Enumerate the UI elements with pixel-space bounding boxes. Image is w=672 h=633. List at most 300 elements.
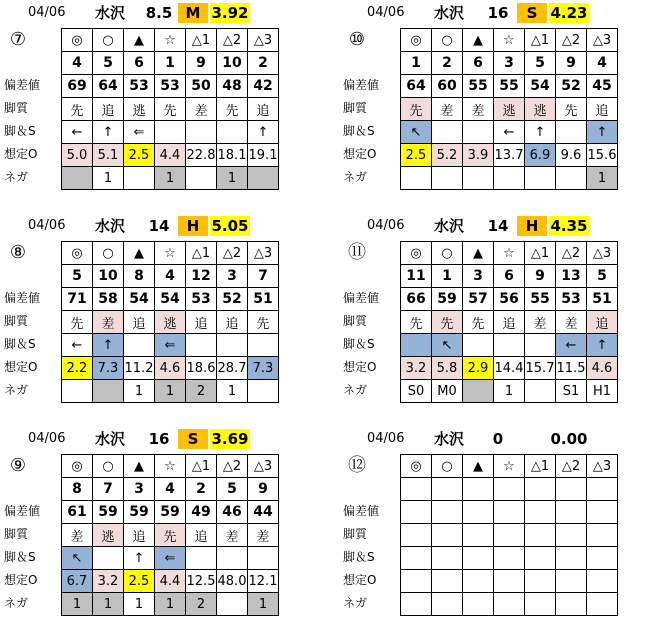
row-label: 想定O [343, 147, 377, 161]
style-cell: 差 [463, 98, 494, 121]
odds-cell [494, 570, 525, 593]
odds-cell: 14.4 [494, 357, 525, 380]
race-number: 14 [148, 217, 170, 235]
horse-number-cell: 9 [525, 265, 556, 288]
mark-cell: △1 [186, 29, 217, 52]
deviation-cell: 55 [525, 288, 556, 311]
nega-cell: S1 [556, 380, 587, 403]
mark-cell: △1 [525, 242, 556, 265]
mark-cell: ○ [93, 455, 124, 478]
deviation-cell: 45 [587, 75, 618, 98]
horse-number-cell: 5 [587, 265, 618, 288]
leg-speed-cell: ↑ [587, 334, 618, 357]
deviation-cell: 71 [62, 288, 93, 311]
deviation-cell: 51 [587, 288, 618, 311]
row-label: ネガ [343, 170, 368, 184]
horse-number-cell: 1 [432, 265, 463, 288]
horse-number-cell [587, 478, 618, 501]
grid-row [62, 75, 279, 98]
deviation-cell [401, 501, 432, 524]
grid-row [62, 29, 279, 52]
grid-row [62, 593, 279, 616]
race-grade [517, 429, 547, 449]
mark-cell: ▲ [124, 29, 155, 52]
leg-speed-cell [186, 334, 217, 357]
odds-cell: 12.1 [248, 570, 279, 593]
pick-grid [400, 454, 618, 616]
nega-cell [525, 593, 556, 616]
style-cell: 追 [587, 98, 618, 121]
leg-speed-cell [463, 334, 494, 357]
deviation-cell: 59 [124, 501, 155, 524]
grid-row [62, 524, 279, 547]
style-cell: 先 [432, 311, 463, 334]
deviation-cell: 54 [155, 288, 186, 311]
leg-speed-cell [525, 334, 556, 357]
style-cell: 逃 [93, 524, 124, 547]
odds-cell: 18.6 [186, 357, 217, 380]
odds-cell: 6.9 [525, 144, 556, 167]
deviation-cell [432, 501, 463, 524]
deviation-cell: 57 [463, 288, 494, 311]
grid-row [401, 311, 618, 334]
odds-cell [432, 570, 463, 593]
grid-row [62, 52, 279, 75]
mark-cell: ☆ [494, 455, 525, 478]
nega-cell: M0 [432, 380, 463, 403]
odds-cell: 5.1 [93, 144, 124, 167]
horse-number-cell: 9 [556, 52, 587, 75]
mark-cell: ☆ [155, 455, 186, 478]
race-score: 4.35 [550, 217, 588, 235]
horse-number-cell: 4 [62, 52, 93, 75]
horse-number-cell [525, 478, 556, 501]
style-cell: 追 [186, 311, 217, 334]
style-cell: 追 [587, 311, 618, 334]
grid-row [401, 265, 618, 288]
odds-cell: 6.7 [62, 570, 93, 593]
deviation-cell: 48 [217, 75, 248, 98]
odds-cell: 3.2 [93, 570, 124, 593]
style-cell: 先 [401, 98, 432, 121]
nega-cell [124, 167, 155, 190]
leg-speed-cell [93, 547, 124, 570]
nega-cell: 2 [186, 380, 217, 403]
leg-speed-cell: ↑ [93, 334, 124, 357]
nega-cell: H1 [587, 380, 618, 403]
nega-cell [62, 380, 93, 403]
style-cell [463, 524, 494, 547]
grid-row [62, 478, 279, 501]
nega-cell: 1 [155, 167, 186, 190]
style-cell: 追 [93, 98, 124, 121]
leg-speed-cell: ↑ [124, 547, 155, 570]
race-number: 16 [487, 4, 509, 22]
leg-speed-cell [587, 547, 618, 570]
deviation-cell: 64 [93, 75, 124, 98]
nega-cell [432, 167, 463, 190]
nega-cell: 1 [124, 593, 155, 616]
nega-cell [248, 167, 279, 190]
row-label: 偏差値 [343, 504, 380, 518]
race-grade: S [517, 3, 547, 23]
odds-cell: 4.6 [155, 357, 186, 380]
style-cell: 差 [556, 311, 587, 334]
horse-number-cell: 4 [155, 478, 186, 501]
leg-speed-cell [155, 121, 186, 144]
race-track: 水沢 [94, 4, 125, 22]
leg-speed-cell: ⇐ [124, 121, 155, 144]
mark-cell: ▲ [124, 242, 155, 265]
race-grade: M [178, 3, 208, 23]
leg-speed-cell [494, 547, 525, 570]
grid-row [401, 52, 618, 75]
grid-row [401, 29, 618, 52]
odds-cell: 19.1 [248, 144, 279, 167]
style-cell: 先 [62, 98, 93, 121]
race-header [339, 213, 672, 239]
row-label: 脚＆S [343, 124, 375, 138]
horse-number-cell: 9 [186, 52, 217, 75]
deviation-cell: 58 [93, 288, 124, 311]
deviation-cell: 53 [124, 75, 155, 98]
nega-cell [587, 593, 618, 616]
row-label: 想定O [4, 573, 38, 587]
nega-cell [525, 167, 556, 190]
grid-row [62, 311, 279, 334]
grid-row [401, 242, 618, 265]
leg-speed-cell: ↖ [62, 547, 93, 570]
mark-cell: △2 [556, 242, 587, 265]
leg-speed-cell: ↖ [432, 334, 463, 357]
grid-row [62, 242, 279, 265]
horse-number-cell: 5 [217, 478, 248, 501]
nega-cell [186, 167, 217, 190]
nega-cell: 1 [217, 167, 248, 190]
row-label: 偏差値 [4, 291, 41, 305]
race-date: 04/06 [367, 431, 405, 446]
race-circle-number: ⑩ [348, 29, 366, 50]
horse-number-cell: 3 [217, 265, 248, 288]
style-cell: 追 [248, 98, 279, 121]
race-panel [339, 213, 672, 418]
odds-cell [587, 570, 618, 593]
leg-speed-cell [248, 547, 279, 570]
style-cell: 追 [124, 524, 155, 547]
mark-cell: △3 [248, 242, 279, 265]
row-label: 脚質 [343, 314, 368, 328]
race-grade: H [178, 216, 208, 236]
race-track: 水沢 [94, 217, 125, 235]
style-cell: 逃 [525, 98, 556, 121]
pick-grid [400, 28, 618, 190]
odds-cell: 15.6 [587, 144, 618, 167]
horse-number-cell: 5 [93, 52, 124, 75]
race-number: 0 [492, 430, 504, 448]
style-cell: 差 [93, 311, 124, 334]
mark-cell: ○ [93, 29, 124, 52]
leg-speed-cell: ↑ [587, 121, 618, 144]
grid-row [401, 570, 618, 593]
leg-speed-cell: ↑ [93, 121, 124, 144]
deviation-cell: 61 [62, 501, 93, 524]
nega-cell: 1 [587, 167, 618, 190]
deviation-cell: 50 [186, 75, 217, 98]
race-track: 水沢 [433, 430, 464, 448]
leg-speed-cell [494, 334, 525, 357]
deviation-cell: 49 [186, 501, 217, 524]
grid-row [401, 98, 618, 121]
leg-speed-cell: ← [62, 334, 93, 357]
race-score: 3.92 [211, 4, 249, 22]
race-track: 水沢 [433, 4, 464, 22]
grid-row [62, 455, 279, 478]
race-panel [339, 0, 672, 205]
mark-cell: △3 [587, 29, 618, 52]
style-cell: 追 [124, 311, 155, 334]
style-cell: 差 [248, 524, 279, 547]
mark-cell: ○ [432, 242, 463, 265]
race-panel [0, 213, 333, 418]
odds-cell: 48.0 [217, 570, 248, 593]
mark-cell: ☆ [494, 242, 525, 265]
nega-cell: 1 [155, 593, 186, 616]
row-label: 脚＆S [4, 550, 36, 564]
leg-speed-cell [124, 334, 155, 357]
style-cell: 先 [155, 98, 186, 121]
nega-cell [401, 167, 432, 190]
race-number: 14 [487, 217, 509, 235]
grid-row [401, 167, 618, 190]
grid-row [401, 501, 618, 524]
nega-cell: 1 [93, 593, 124, 616]
nega-cell: 1 [124, 380, 155, 403]
grid-row [62, 288, 279, 311]
deviation-cell: 51 [248, 288, 279, 311]
nega-cell: 1 [62, 593, 93, 616]
style-cell: 追 [494, 311, 525, 334]
mark-cell: ☆ [155, 29, 186, 52]
odds-cell: 12.5 [186, 570, 217, 593]
row-label: ネガ [4, 170, 29, 184]
grid-row [62, 121, 279, 144]
grid-row [62, 570, 279, 593]
mark-cell: △3 [587, 242, 618, 265]
horse-number-cell: 6 [494, 265, 525, 288]
race-panel [339, 426, 672, 631]
leg-speed-cell [217, 334, 248, 357]
race-score: 5.05 [211, 217, 249, 235]
style-cell [587, 524, 618, 547]
style-cell: 先 [248, 311, 279, 334]
race-header [339, 426, 672, 452]
deviation-cell: 46 [217, 501, 248, 524]
row-label: ネガ [4, 383, 29, 397]
nega-cell [494, 167, 525, 190]
mark-cell: △3 [248, 455, 279, 478]
horse-number-cell: 2 [248, 52, 279, 75]
horse-number-cell: 6 [463, 52, 494, 75]
race-panel [0, 0, 333, 205]
deviation-cell [463, 501, 494, 524]
nega-cell [217, 593, 248, 616]
race-circle-number: ⑫ [348, 455, 366, 476]
mark-cell: △1 [525, 455, 556, 478]
horse-number-cell [463, 478, 494, 501]
race-score: 3.69 [211, 430, 249, 448]
odds-cell: 3.2 [401, 357, 432, 380]
race-date: 04/06 [28, 218, 66, 233]
row-label: 想定O [4, 360, 38, 374]
horse-number-cell: 7 [93, 478, 124, 501]
horse-number-cell: 7 [248, 265, 279, 288]
horse-number-cell: 10 [93, 265, 124, 288]
grid-row [401, 121, 618, 144]
row-label: 偏差値 [343, 78, 380, 92]
style-cell: 先 [556, 98, 587, 121]
nega-cell [401, 593, 432, 616]
mark-cell: △2 [556, 29, 587, 52]
race-circle-number: ⑦ [9, 29, 27, 50]
row-label: ネガ [343, 383, 368, 397]
grid-row [62, 380, 279, 403]
style-cell: 先 [155, 524, 186, 547]
leg-speed-cell [525, 547, 556, 570]
grid-row [62, 144, 279, 167]
deviation-cell [525, 501, 556, 524]
deviation-cell: 55 [463, 75, 494, 98]
leg-speed-cell: ← [556, 334, 587, 357]
leg-speed-cell [432, 121, 463, 144]
race-score: 4.23 [550, 4, 588, 22]
leg-speed-cell [248, 334, 279, 357]
horse-number-cell: 1 [155, 52, 186, 75]
style-cell [401, 524, 432, 547]
nega-cell [556, 593, 587, 616]
horse-number-cell: 2 [186, 478, 217, 501]
grid-row [62, 357, 279, 380]
race-panel [0, 426, 333, 631]
race-circle-number: ⑧ [9, 242, 27, 263]
leg-speed-cell [463, 121, 494, 144]
mark-cell: △1 [186, 242, 217, 265]
grid-row [401, 357, 618, 380]
odds-cell: 7.3 [248, 357, 279, 380]
race-header [0, 0, 333, 26]
mark-cell: ○ [93, 242, 124, 265]
leg-speed-cell: ← [62, 121, 93, 144]
deviation-cell: 66 [401, 288, 432, 311]
race-number: 8.5 [145, 4, 173, 22]
nega-cell: 2 [186, 593, 217, 616]
mark-cell: △1 [525, 29, 556, 52]
grid-row [401, 524, 618, 547]
row-label: 脚＆S [4, 124, 36, 138]
deviation-cell: 54 [124, 288, 155, 311]
pick-grid [61, 28, 279, 190]
race-track: 水沢 [94, 430, 125, 448]
horse-number-cell: 1 [401, 52, 432, 75]
race-header [0, 426, 333, 452]
row-label: 脚質 [343, 101, 368, 115]
style-cell: 先 [62, 311, 93, 334]
odds-cell: 11.5 [556, 357, 587, 380]
style-cell: 差 [62, 524, 93, 547]
race-score: 0.00 [550, 430, 588, 448]
horse-number-cell: 3 [494, 52, 525, 75]
row-label: 想定O [343, 360, 377, 374]
style-cell [525, 524, 556, 547]
deviation-cell [556, 501, 587, 524]
style-cell: 先 [217, 98, 248, 121]
mark-cell: ▲ [463, 455, 494, 478]
row-label: ネガ [343, 596, 368, 610]
odds-cell: 5.8 [432, 357, 463, 380]
odds-cell: 22.8 [186, 144, 217, 167]
odds-cell: 15.7 [525, 357, 556, 380]
mark-cell: △2 [217, 242, 248, 265]
row-label: 偏差値 [4, 78, 41, 92]
style-cell: 逃 [124, 98, 155, 121]
grid-row [401, 455, 618, 478]
deviation-cell: 53 [556, 288, 587, 311]
nega-cell [525, 380, 556, 403]
odds-cell [401, 570, 432, 593]
grid-row [401, 380, 618, 403]
deviation-cell: 60 [432, 75, 463, 98]
odds-cell: 2.5 [124, 144, 155, 167]
mark-cell: △2 [556, 455, 587, 478]
mark-cell: ◎ [62, 242, 93, 265]
race-header [339, 0, 672, 26]
race-circle-number: ⑨ [9, 455, 27, 476]
grid-row [62, 98, 279, 121]
deviation-cell: 59 [155, 501, 186, 524]
nega-cell [494, 593, 525, 616]
leg-speed-cell [556, 547, 587, 570]
deviation-cell: 53 [186, 288, 217, 311]
grid-row [401, 478, 618, 501]
leg-speed-cell: ↑ [525, 121, 556, 144]
deviation-cell: 52 [556, 75, 587, 98]
race-track: 水沢 [433, 217, 464, 235]
race-date: 04/06 [28, 5, 66, 20]
mark-cell: △2 [217, 455, 248, 478]
row-label: 脚＆S [4, 337, 36, 351]
pick-grid [400, 241, 618, 403]
leg-speed-cell [217, 121, 248, 144]
row-label: 偏差値 [343, 291, 380, 305]
deviation-cell: 56 [494, 288, 525, 311]
mark-cell: ○ [432, 29, 463, 52]
horse-number-cell: 4 [587, 52, 618, 75]
row-label: 想定O [343, 573, 377, 587]
style-cell: 差 [217, 524, 248, 547]
odds-cell: 3.9 [463, 144, 494, 167]
deviation-cell: 54 [525, 75, 556, 98]
horse-number-cell: 11 [401, 265, 432, 288]
nega-cell [93, 380, 124, 403]
mark-cell: ◎ [401, 242, 432, 265]
leg-speed-cell: ⇐ [155, 547, 186, 570]
style-cell: 先 [401, 311, 432, 334]
odds-cell: 7.3 [93, 357, 124, 380]
grid-row [62, 547, 279, 570]
nega-cell: 1 [93, 167, 124, 190]
horse-number-cell: 3 [463, 265, 494, 288]
mark-cell: ◎ [401, 29, 432, 52]
race-number: 16 [148, 430, 170, 448]
